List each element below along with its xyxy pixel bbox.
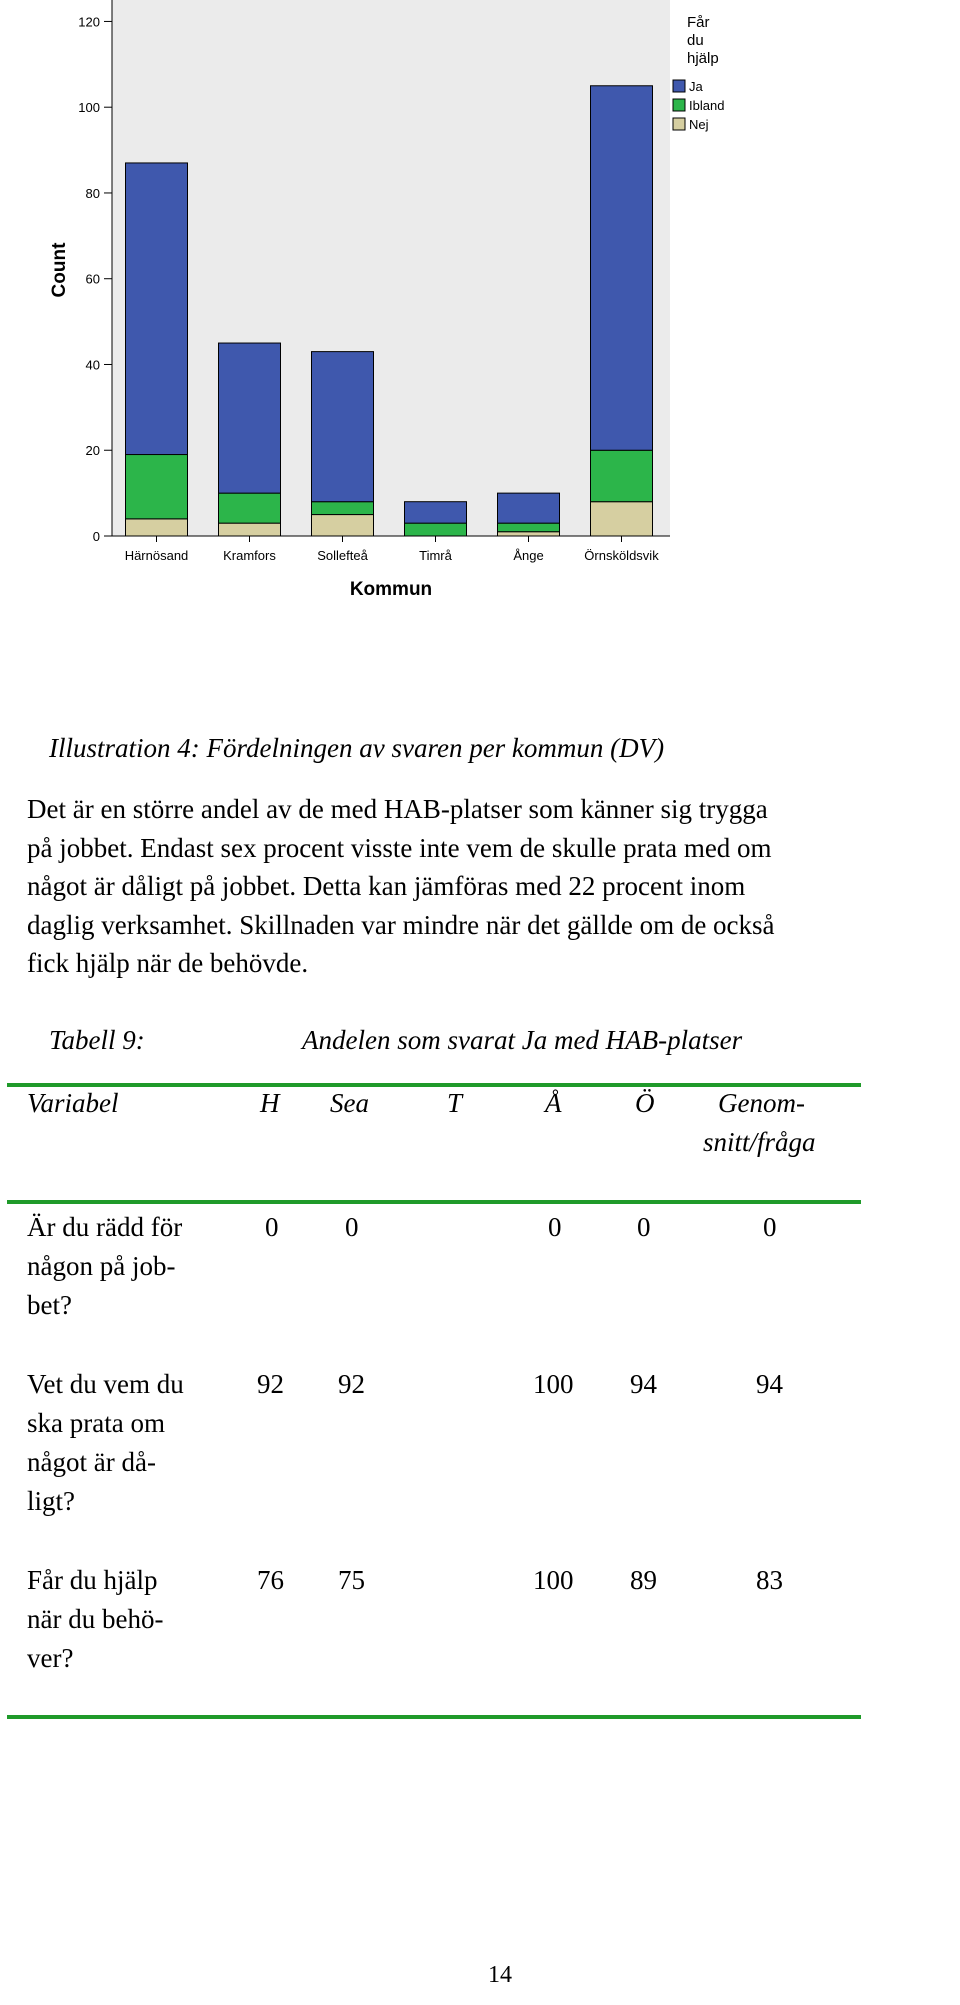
y-tick-label: 60 (85, 271, 100, 287)
page-number: 14 (488, 1962, 512, 1988)
header-t: T (447, 1088, 463, 1118)
legend-swatch (673, 80, 685, 92)
label-line: när du behö- (27, 1604, 164, 1634)
label-line: Får du hjälp (27, 1565, 158, 1595)
label-line: ver? (27, 1643, 74, 1673)
paragraph-line: något är dåligt på jobbet. Detta kan jämföras med 22 procent inom (27, 871, 746, 901)
legend-label: Ibland (689, 98, 725, 113)
y-tick-label: 80 (85, 185, 100, 201)
cell-h: 76 (257, 1565, 284, 1595)
bar-segment-ja (126, 163, 188, 455)
bar-segment-ibland (591, 450, 653, 501)
stacked-bar-chart (0, 0, 960, 610)
bar-segment-ja (591, 86, 653, 450)
label-line: ligt? (27, 1486, 75, 1516)
bar-segment-nej (312, 515, 374, 536)
legend-swatch (673, 99, 685, 111)
legend-label: Ja (689, 79, 703, 94)
legend (673, 14, 724, 132)
cell-sea: 92 (338, 1369, 365, 1399)
x-tick-label: Sollefteå (317, 548, 368, 563)
bar-segment-ja (405, 502, 467, 523)
cell-o: 0 (637, 1212, 651, 1242)
y-axis-label: Count (49, 242, 70, 298)
paragraph-line: daglig verksamhet. Skillnaden var mindre när det gällde om de också (27, 909, 775, 940)
cell-sea: 75 (338, 1565, 365, 1595)
table-label: Tabell 9: (49, 1025, 145, 1055)
bar-segment-ibland (312, 502, 374, 515)
body-paragraph (27, 790, 952, 983)
bar-segment-nej (591, 502, 653, 536)
header-a: Å (545, 1088, 562, 1118)
bar-segment-ja (498, 493, 560, 523)
y-tick-label: 0 (92, 529, 100, 544)
legend-title-line: hjälp (687, 50, 719, 67)
header-sea: Sea (330, 1088, 369, 1118)
table-bottom-rule (7, 1715, 861, 1719)
y-tick-label: 100 (78, 100, 100, 116)
plot-area (112, 0, 670, 536)
paragraph-line: Det är en större andel av de med HAB-platser som känner sig trygga (27, 794, 768, 824)
x-axis-label: Kommun (349, 579, 433, 600)
bar-segment-ibland (405, 523, 467, 536)
label-line: bet? (27, 1290, 72, 1320)
header-variable: Variabel (27, 1088, 119, 1118)
header-average-line2: snitt/fråga (703, 1127, 816, 1157)
label-line: någon på job- (27, 1251, 176, 1281)
cell-o: 89 (630, 1565, 657, 1595)
bar-segment-ibland (498, 523, 560, 532)
y-tick-label: 40 (85, 357, 100, 373)
y-tick-label: 20 (85, 443, 100, 459)
cell-average: 94 (756, 1369, 783, 1399)
cell-a: 100 (533, 1369, 574, 1399)
header-average-line1: Genom- (718, 1088, 805, 1118)
figure-caption: Illustration 4: Fördelningen av svaren per kommun (DV) (49, 733, 665, 763)
bar-segment-nej (126, 519, 188, 536)
cell-average: 0 (763, 1212, 777, 1242)
cell-a: 100 (533, 1565, 574, 1595)
label-line: Vet du vem du (27, 1369, 184, 1399)
bar-segment-nej (219, 523, 281, 536)
table-row-label (27, 1208, 242, 1325)
cell-sea: 0 (345, 1212, 359, 1242)
x-tick-label: Kramfors (223, 548, 276, 563)
cell-o: 94 (630, 1369, 657, 1399)
bar-segment-ibland (126, 455, 188, 519)
table-row-label (27, 1365, 242, 1521)
x-tick-label: Timrå (419, 548, 452, 563)
bar-segment-nej (498, 532, 560, 536)
legend-swatch (673, 118, 685, 130)
y-tick-label: 120 (78, 14, 100, 30)
bar-segment-ja (219, 343, 281, 493)
header-o: Ö (635, 1088, 655, 1118)
legend-title-line: du (687, 32, 704, 49)
header-h: H (260, 1088, 280, 1118)
cell-h: 92 (257, 1369, 284, 1399)
legend-label: Nej (689, 117, 709, 132)
cell-average: 83 (756, 1565, 783, 1595)
bar-segment-ja (312, 352, 374, 502)
bar-segment-ibland (219, 493, 281, 523)
table-title: Andelen som svarat Ja med HAB-platser (302, 1025, 743, 1055)
x-tick-label: Härnösand (124, 548, 189, 563)
cell-a: 0 (548, 1212, 562, 1242)
table-row-label (27, 1561, 242, 1678)
cell-h: 0 (265, 1212, 279, 1242)
x-tick-label: Ånge (513, 548, 544, 563)
label-line: Är du rädd för (27, 1212, 183, 1242)
label-line: ska prata om (27, 1408, 165, 1438)
paragraph-line: på jobbet. Endast sex procent visste inte vem de skulle prata med om (27, 832, 772, 863)
paragraph-line: fick hjälp när de behövde. (27, 948, 309, 978)
table-header-rule (7, 1200, 861, 1204)
x-tick-label: Örnsköldsvik (584, 548, 659, 563)
table-top-rule (7, 1083, 861, 1087)
legend-title-line: Får (687, 14, 710, 31)
label-line: något är då- (27, 1447, 156, 1477)
